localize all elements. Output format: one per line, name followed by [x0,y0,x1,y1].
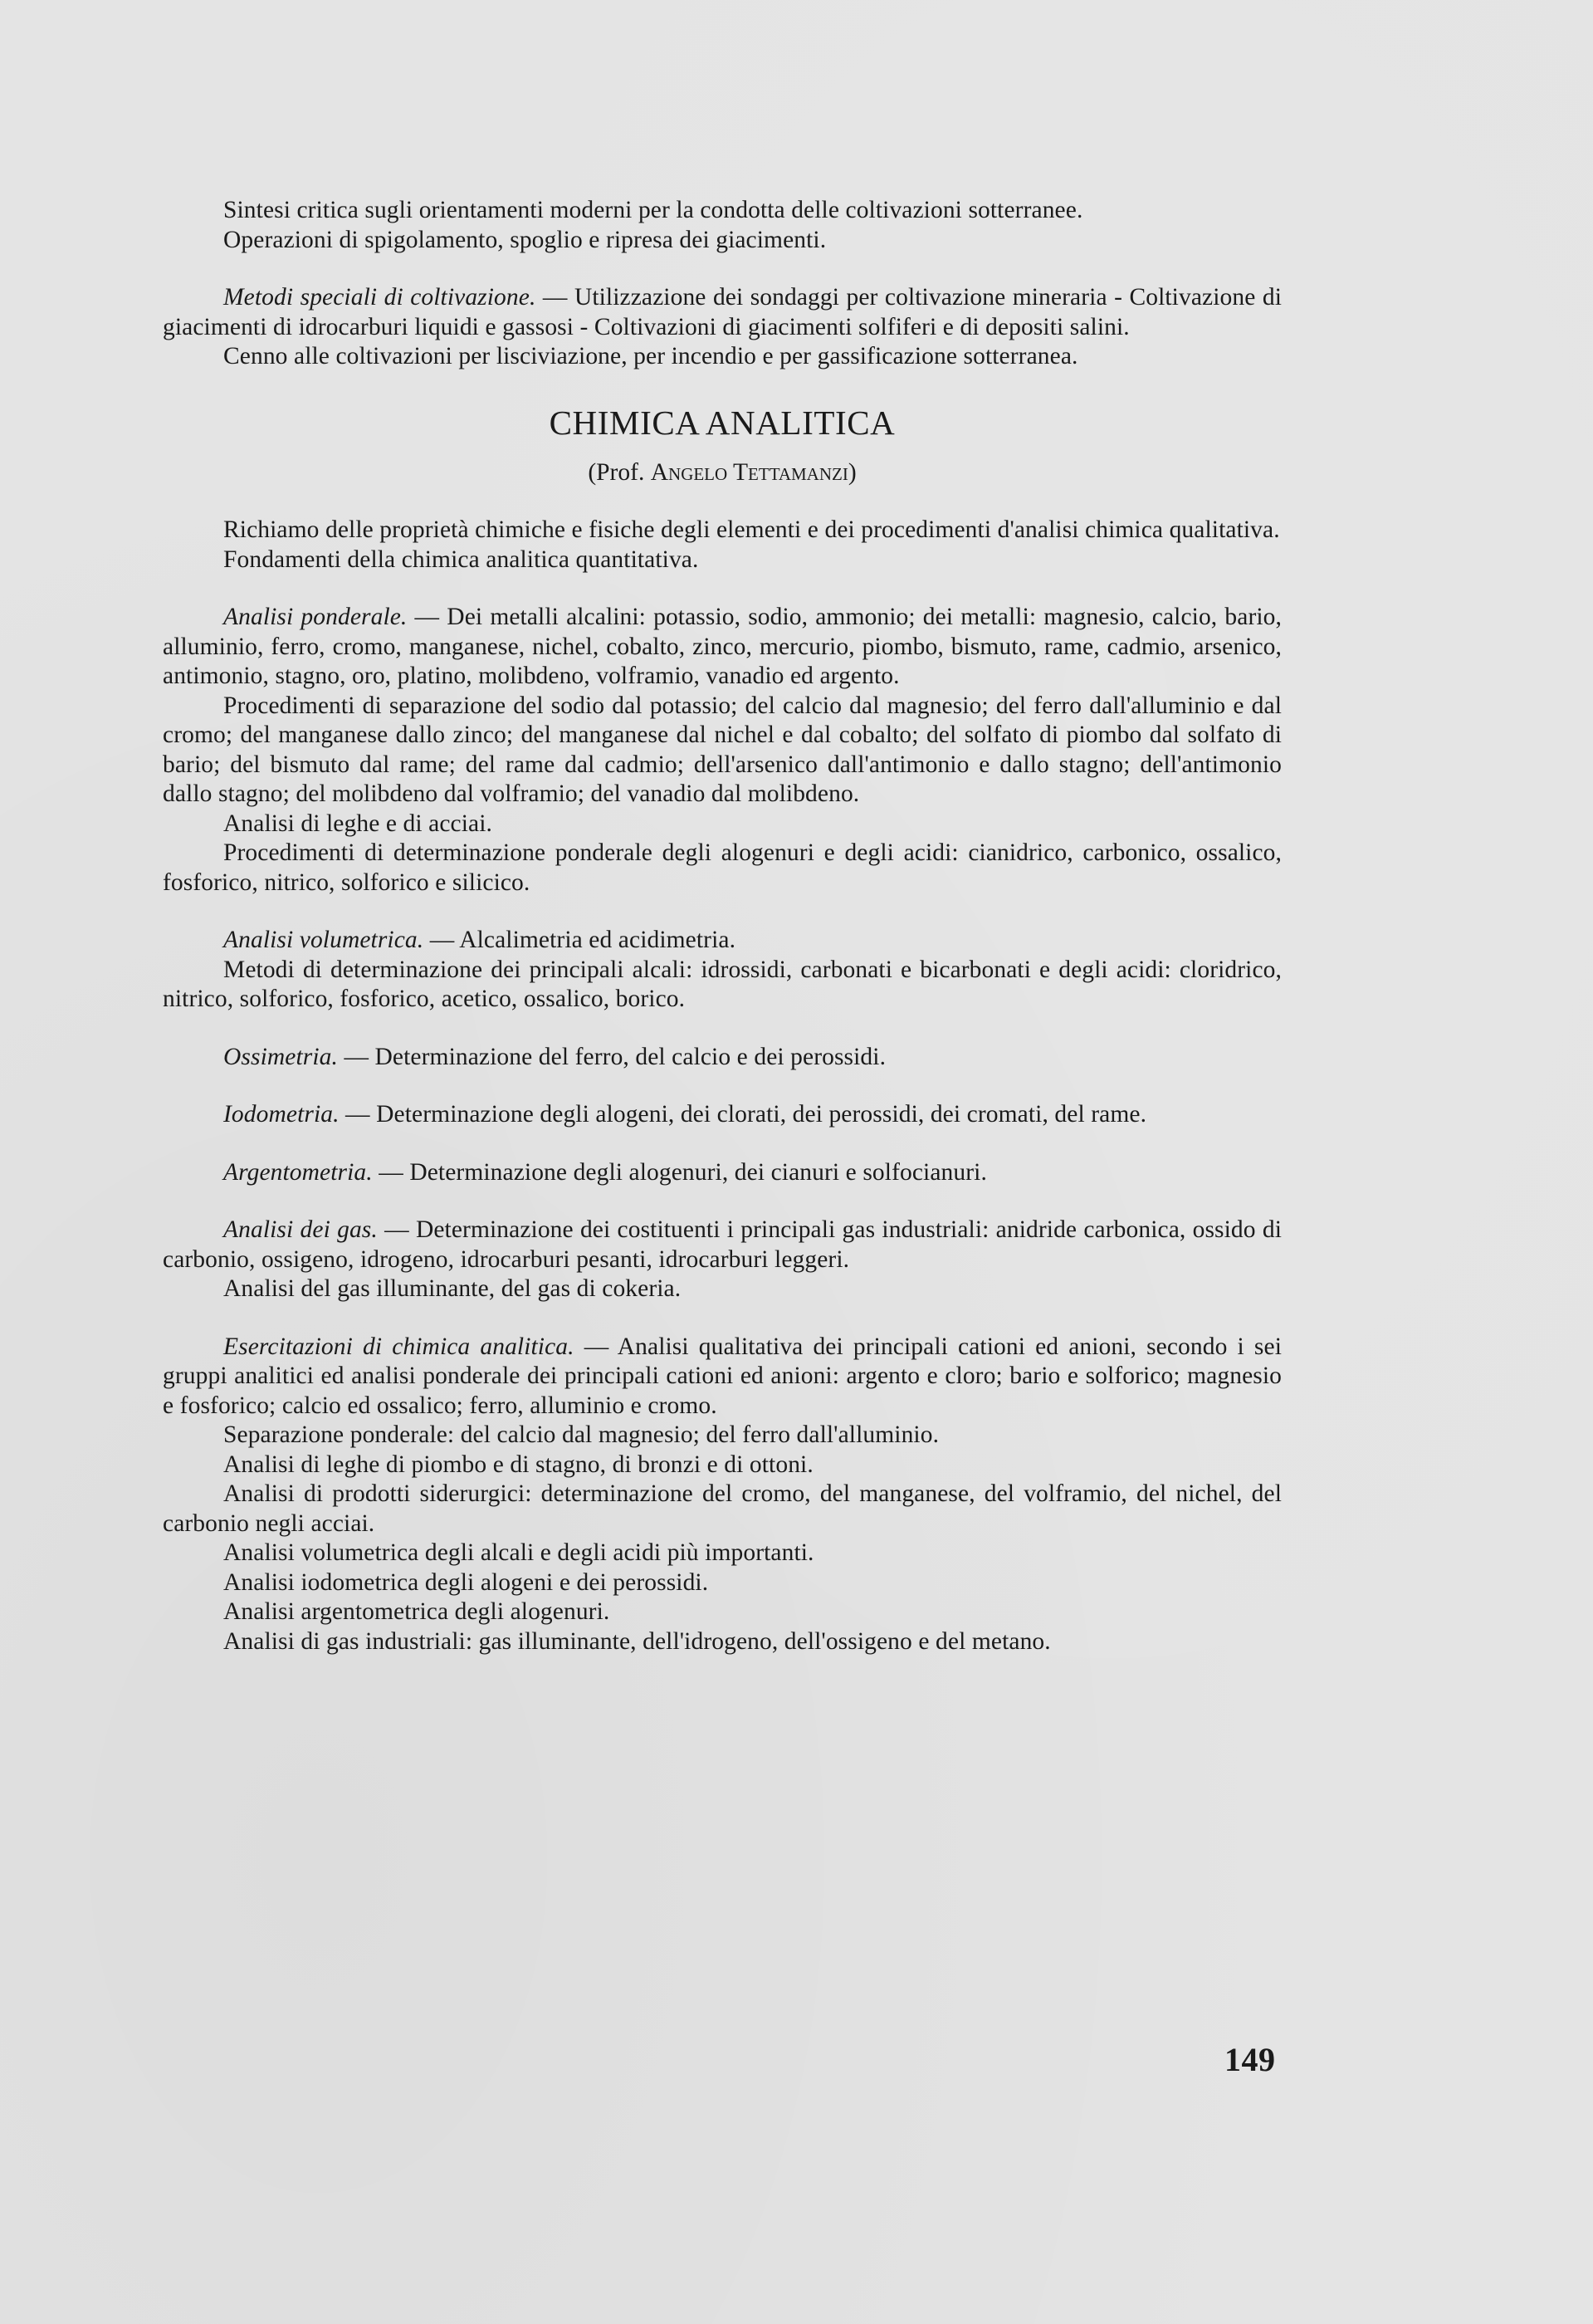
body-paragraph-1: Richiamo delle proprietà chimiche e fisiche degli elementi e dei procedimenti d'analisi chimica qualitativa. [223,516,1280,543]
ossimetria-text: Determinazione del ferro, del calcio e dei perossidi. [374,1043,887,1070]
separazione-paragraph: Procedimenti di separazione del sodio dal potassio; del calcio dal magnesio; del ferro dall'alluminio e dal cromo; del manganese dallo zinco; del manganese dal nichel e dal cobalto; del solfato di piombo dal solfato di bario; del bismuto dal rame; del rame dal cadmio; dell'arsenico dall'antimonio e dallo stagno; dell'antimonio dallo stagno; del molibdeno dal volframio; del vanadio dal molibdeno. [163,692,1282,807]
argentometria-label: Argentometria. [223,1158,373,1186]
analisi-ponderale-label: Analisi ponderale. [223,604,408,630]
leghe-paragraph: Analisi di leghe e di acciai. [223,810,493,837]
intro-paragraph-2: Operazioni di spigolamento, spoglio e ripresa dei giacimenti. [223,226,827,253]
gas-industriali-paragraph: Analisi di gas industriali: gas illuminante, dell'idrogeno, dell'ossigeno e del metano. [223,1627,1051,1655]
professor-line [163,458,1282,488]
analisi-gas-label: Analisi dei gas. [223,1216,378,1243]
intro-paragraph-3 [163,283,1282,342]
gas-illuminante-paragraph: Analisi del gas illuminante, del gas di cokeria. [223,1275,682,1302]
analisi-volumetrica-text: Alcalimetria ed acidimetria. [459,927,736,953]
em-dash: — [407,604,447,630]
intro-paragraph-4: Cenno alle coltivazioni per lisciviazione, per incendio e per gassificazione sotterranea. [223,343,1078,369]
argentometria-paragraph [163,1158,1282,1188]
professor-suffix: ) [848,458,857,486]
ossimetria-label: Ossimetria. [223,1043,338,1070]
analisi-ponderale-paragraph [163,603,1282,692]
iodometria-label: Iodometria. [223,1101,340,1128]
esercitazioni-paragraph [163,1333,1282,1421]
analisi-ponderale-text: Dei metalli alcalini: potassio, sodio, ammonio; dei metalli: magnesio, calcio, bario, alluminio, ferro, cromo, manganese, nichel, cobalto, zinco, mercurio, piombo, bismuto, rame, cadmio, arsenico, antimonio, stagno, oro, platino, molibdeno, volframio, vanadio ed argento. [163,604,1282,689]
metodi-speciali-label: Metodi speciali di coltivazione. [223,284,536,311]
alogenuri-paragraph: Procedimenti di determinazione ponderale degli alogenuri e degli acidi: cianidrico, carbonico, ossalico, fosforico, nitrico, solforico e silicico. [163,839,1282,896]
ossimetria-paragraph [163,1043,1282,1073]
esercitazioni-label: Esercitazioni di chimica analitica. [223,1333,574,1360]
metodi-speciali-text: Utilizzazione dei sondaggi per coltivazione mineraria - Coltivazione di giacimenti di idrocarburi liquidi e gassosi - Coltivazioni di giacimenti solfiferi e di depositi salini. [163,284,1282,340]
iodometria-text: Determinazione degli alogeni, dei clorati, dei perossidi, dei cromati, del rame. [376,1101,1147,1128]
em-dash: — [372,1158,410,1186]
body-paragraph-2: Fondamenti della chimica analitica quantitativa. [223,546,699,573]
section-title: CHIMICA ANALITICA [549,403,896,442]
iodometrica-paragraph: Analisi iodometrica degli alogeni e dei perossidi. [223,1568,709,1596]
intro-paragraph-1: Sintesi critica sugli orientamenti moderni per la condotta delle coltivazioni sotterranee. [223,197,1083,223]
analisi-volumetrica-paragraph [163,926,1282,956]
em-dash: — [535,284,574,311]
iodometria-paragraph [163,1100,1282,1130]
em-dash: — [574,1333,618,1360]
leghe-piombo-paragraph: Analisi di leghe di piombo e di stagno, di bronzi e di ottoni. [223,1451,814,1478]
analisi-gas-text: Determinazione dei costituenti i principali gas industriali: anidride carbonica, ossido di carbonio, ossigeno, idrogeno, idrocarburi pesanti, idrocarburi leggeri. [163,1216,1282,1273]
siderurgici-paragraph: Analisi di prodotti siderurgici: determinazione del cromo, del manganese, del volframio, del nichel, del carbonio negli acciai. [163,1480,1282,1537]
page-number: 149 [1224,2041,1276,2078]
professor-prefix: (Prof. [588,458,645,486]
argentometria-text: Determinazione degli alogenuri, dei cianuri e solfocianuri. [409,1158,987,1186]
esercitazioni-text: Analisi qualitativa dei principali cationi ed anioni, secondo i sei gruppi analitici ed analisi ponderale dei principali cationi ed anioni: argento e cloro; bario e solforico; magnesio e fosforico; calcio ed ossalico; ferro, alluminio e cromo. [163,1333,1282,1419]
separazione-ponderale-paragraph: Separazione ponderale: del calcio dal magnesio; del ferro dall'alluminio. [223,1421,940,1448]
em-dash: — [423,927,460,953]
em-dash: — [339,1101,377,1128]
analisi-volumetrica-label: Analisi volumetrica. [223,927,424,953]
volumetrica-alcali-paragraph: Analisi volumetrica degli alcali e degli acidi più importanti. [223,1539,814,1566]
metodi-paragraph: Metodi di determinazione dei principali alcali: idrossidi, carbonati e bicarbonati e degli acidi: cloridrico, nitrico, solforico, fosforico, acetico, ossalico, borico. [163,956,1282,1012]
argentometrica-paragraph: Analisi argentometrica degli alogenuri. [223,1598,610,1625]
em-dash: — [377,1216,416,1243]
analisi-gas-paragraph [163,1216,1282,1275]
professor-name: Angelo Tettamanzi [650,458,848,486]
em-dash: — [337,1043,375,1070]
page-content [163,196,1282,1656]
